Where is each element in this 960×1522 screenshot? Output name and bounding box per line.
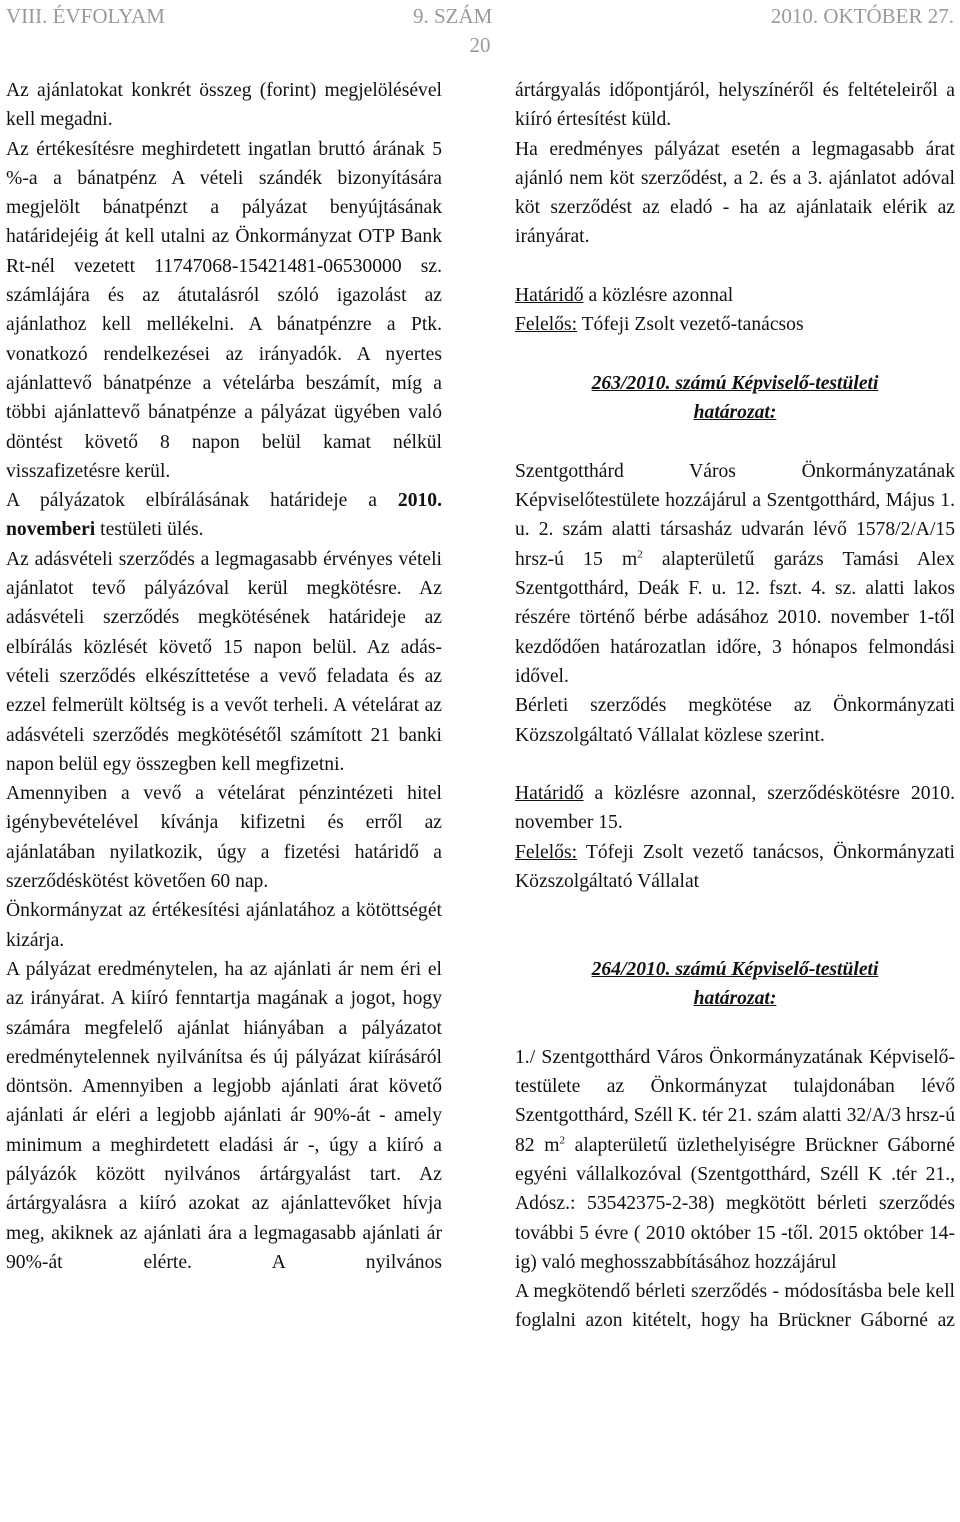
spacer — [515, 750, 955, 779]
responsible-line-1 — [515, 310, 955, 339]
responsible-text-1: Tófeji Zsolt vezető-tanácsos — [581, 314, 804, 336]
resolution-264-title: 264/2010. számú Képviselő-testületi — [591, 958, 879, 980]
header-volume: VIII. ÉVFOLYAM — [6, 4, 165, 28]
spacer — [515, 926, 955, 955]
binding-paragraph: Önkormányzat az értékesítési ajánlatához a kötöttségét kizárja. — [6, 900, 442, 951]
superscript: 2 — [637, 548, 643, 561]
offer-amount-paragraph: Az ajánlatokat konkrét összeg (forint) megjelölésével kell megadni. — [6, 80, 442, 131]
resolution-263-body-b: alapterületű garázs Tamási Alex Szentgotthárd, Deák F. u. 12. fszt. 4. sz. alatti lakos részére történő bérbe adásához 2010. november 1-től kezdődően határozatlan időre, 3 hónapos felmondási idővel. — [515, 548, 955, 687]
header-date: 2010. OKTÓBER 27. — [770, 4, 954, 28]
spacer — [515, 1014, 955, 1043]
loan-paragraph: Amennyiben a vevő a vételárat pénzintézeti hitel igénybevételével kívánja kifizetni és erről az ajánlatában nyilatkozik, úgy a fizetési határidő a szerződéskötést követően 60 nap. — [6, 783, 442, 893]
evaluation-deadline-date: 2010. novemberi — [6, 490, 442, 541]
deadline-text-2: a közlésre azonnal, szerződéskötésre 2010. november 15. — [515, 783, 955, 834]
right-column — [515, 76, 955, 1336]
deadline-line-1 — [515, 281, 955, 310]
resolution-263-body-a: Szentgotthárd Város Önkormányzatának Képviselőtestülete hozzájárul a Szentgotthárd, Május 1. u. 2. szám alatti társasház udvarán lévő 1578/2/A/15 hrsz-ú 15 m — [515, 460, 955, 570]
deadline-text-1: a közlésre azonnal — [588, 285, 734, 307]
resolution-263-title: 263/2010. számú Képviselő-testületi — [591, 372, 879, 394]
resolution-263-body — [515, 457, 955, 691]
contract-paragraph: Az adásvételi szerződés a legmagasabb érvényes vételi ajánlatot tevő pályázóval kerül megkötésre. Az adásvételi szerződés megkötésének határideje az elbírálás közlését követő 15 napon belül. Az adás-vételi szerződés elkészíttetése a vevő feladata és az ezzel felmerült költség is a vevőt terheli. A vételárat az adásvételi szerződés megkötésétől számított 21 banki napon belül egy összegben kell megfizetni. — [6, 548, 442, 775]
deadline-line-2 — [515, 779, 955, 838]
deadline-label-2: Határidő — [515, 783, 584, 805]
negotiation-paragraph: ártárgyalás időpontjáról, helyszínéről és feltételeiről a kiíró értesítést küld. — [515, 80, 955, 131]
deposit-paragraph: Az értékesítésre meghirdetett ingatlan bruttó árának 5 %-a a bánatpénz A vételi szándék bizonyítására megjelölt bánatpénzt a pályázat benyújtásának határidejéig át kell utalni az Önkormányzat OTP Bank Rt-nél vezetett 11747068-15421481-06530000 sz. számlájára és az átutalásról szóló igazolást az ajánlathoz kell mellékelni. A bánatpénzre a Ptk. vonatkozó rendelkezései az irányadók. A nyertes ajánlattevő bánatpénze a vételárba beszámít, míg a többi ajánlattevő bánatpénze a pályázat ügyében való döntést követő 8 napon belül kamat nélkül visszafizetésre kerül. — [6, 138, 442, 482]
successful-tender-paragraph: Ha eredményes pályázat esetén a legmagasabb árat ajánló nem köt szerződést, a 2. és a 3. ajánlatot adóval köt szerződést az eladó - ha az ajánlataik elérik az irányárat. — [515, 138, 955, 248]
page-number: 20 — [469, 33, 491, 57]
responsible-label-2: Felelős: — [515, 841, 578, 863]
page-header — [0, 4, 960, 32]
responsible-line-2 — [515, 838, 955, 897]
spacer — [515, 252, 955, 281]
resolution-264-subtitle: határozat: — [693, 988, 777, 1010]
spacer — [515, 340, 955, 369]
resolution-264-body — [515, 1043, 955, 1277]
resolution-264-body-a: 1./ Szentgotthárd Város Önkormányzatának Képviselő-testülete az Önkormányzat tulajdonában lévő Szentgotthárd, Széll K. tér 21. szám alatti 32/A/3 hrsz-ú 82 m — [515, 1046, 955, 1156]
evaluation-deadline-paragraph — [6, 486, 442, 545]
left-column — [6, 76, 442, 1277]
evaluation-deadline-text: A pályázatok elbírálásának határideje a — [6, 490, 377, 512]
superscript: 2 — [559, 1134, 565, 1147]
responsible-text-2: Tófeji Zsolt vezető tanácsos, Önkormányzati Közszolgáltató Vállalat — [515, 841, 956, 893]
resolution-263-lease: Bérleti szerződés megkötése az Önkormányzati Közszolgáltató Vállalat közlese szerint. — [515, 695, 955, 746]
deadline-label-1: Határidő — [515, 285, 584, 307]
responsible-label-1: Felelős: — [515, 314, 578, 336]
header-issue: 9. SZÁM — [413, 4, 493, 28]
spacer — [515, 428, 955, 457]
evaluation-deadline-end: testületi ülés. — [100, 519, 204, 541]
resolution-263-subtitle: határozat: — [693, 402, 777, 424]
spacer — [515, 896, 955, 925]
resolution-264-amendment: A megkötendő bérleti szerződés - módosításba bele kell foglalni azon kitételt, hogy ha Brückner Gáborné az — [515, 1281, 955, 1332]
resolution-264-body-b: alapterületű üzlethelyiségre Brückner Gáborné egyéni vállalkozóval (Szentgotthárd, Széll K .tér 21., Adósz.: 53542375-2-38) megkötött bérleti szerződés további 5 évre ( 2010 október 15 -től. 2015 október 14-ig) való meghosszabbításához hozzájárul — [515, 1134, 956, 1273]
unsuccessful-paragraph: A pályázat eredménytelen, ha az ajánlati ár nem éri el az irányárat. A kiíró fenntartja magának a jogot, hogy számára megfelelő ajánlat hiányában a pályázatot eredménytelennek nyilvánítsa és új pályázat kiírásáról döntsön. Amennyiben a legjobb ajánlati árat követő ajánlati ár eléri a legjobb ajánlati ár 90%-át - amely minimum a meghirdetett eladási ár -, úgy a kiíró a pályázók között nyilvános ártárgyalást tart. Az ártárgyalásra a kiíró azokat az ajánlattevőket hívja meg, akiknek az ajánlati ára a legmagasabb ajánlati ár 90%-át elérte. A nyilvános — [6, 958, 442, 1273]
